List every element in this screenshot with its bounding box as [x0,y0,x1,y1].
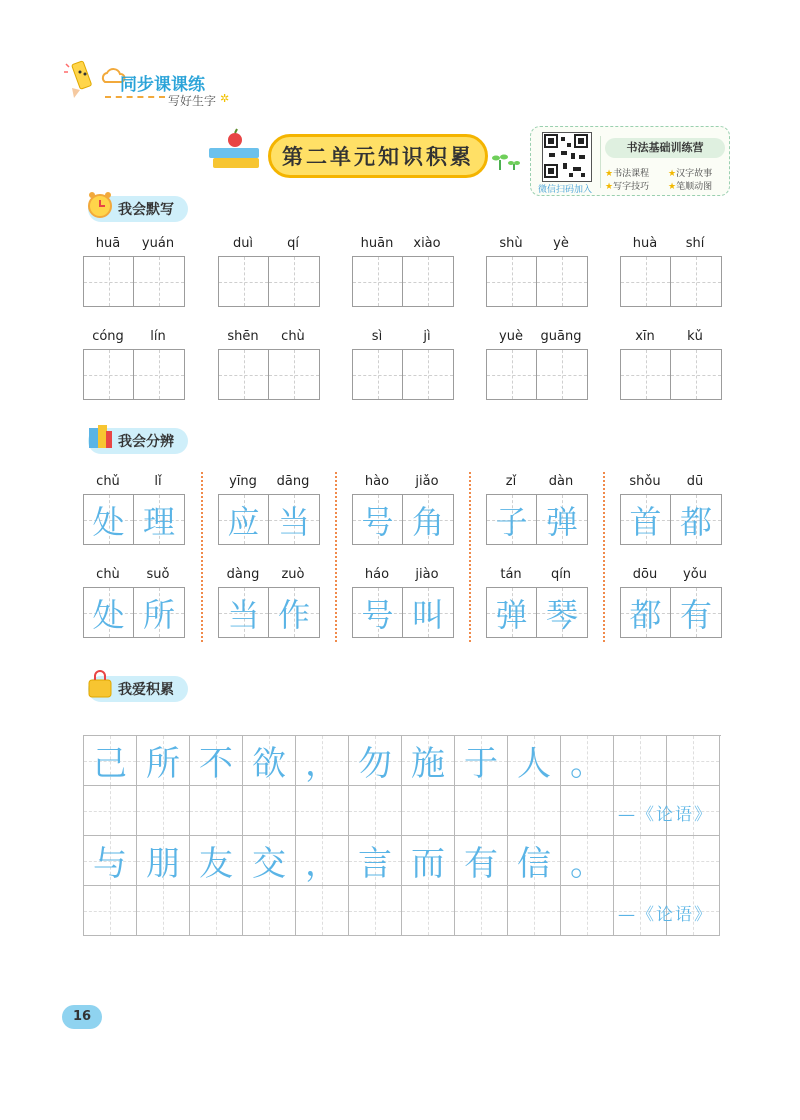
column-divider [603,472,605,642]
grid-cell [455,836,508,886]
qr-caption: 微信扫码加入 [538,185,593,195]
hanzi-character: 号 [361,595,394,634]
grid-cell[interactable] [353,350,403,399]
hanzi-character: 处 [92,502,125,541]
writing-grid[interactable] [352,349,454,400]
pinyin-label: yè [553,236,569,251]
character-grid [620,494,722,545]
quote-character: ， [305,844,339,884]
hanzi-character: 角 [411,502,444,541]
grid-cell [671,495,721,544]
hanzi-character: 弹 [495,595,528,634]
pinyin-label: guāng [540,329,582,344]
pinyin-label: huān [360,236,394,251]
grid-cell[interactable] [455,786,508,836]
grid-cell[interactable] [296,786,349,836]
grid-cell[interactable] [561,786,614,836]
pinyin-label: xiào [413,236,441,251]
pinyin-label: yuán [141,236,175,251]
pinyin-label: huà [632,236,658,251]
grid-cell [667,736,720,786]
hanzi-character: 首 [629,502,662,541]
pinyin-label: dāng [276,474,310,489]
pinyin-label: suǒ [146,567,170,582]
grid-cell [137,836,190,886]
grid-cell [403,495,453,544]
pinyin-label: yuè [499,329,523,344]
pinyin-label: lǐ [154,474,162,489]
quote-character: 朋 [146,844,180,884]
grid-cell[interactable] [243,786,296,836]
character-grid [83,587,185,638]
pinyin-label: jiǎo [415,474,439,489]
pinyin-label: duì [232,236,254,251]
section-title: 我会分辨 [118,434,174,450]
grid-cell [487,495,537,544]
grid-cell[interactable] [487,350,537,399]
grid-cell [134,495,184,544]
qr-item: ★汉字故事 [668,169,713,179]
grid-cell[interactable] [137,886,190,936]
writing-grid[interactable] [620,256,722,307]
pinyin-label: chù [281,329,305,344]
grid-cell[interactable] [190,786,243,836]
quote-row [84,836,721,886]
grid-cell [349,736,402,786]
hanzi-character: 都 [679,502,712,541]
quote-character: 于 [464,744,498,784]
grid-cell [84,736,137,786]
quote-character: 勿 [358,744,392,784]
qr-code-icon[interactable] [542,132,592,182]
grid-cell [190,736,243,786]
grid-cell [561,836,614,886]
qr-item: ★笔顺动图 [668,182,713,192]
pinyin-label: zǐ [505,474,517,489]
grid-cell[interactable] [134,257,184,306]
grid-cell[interactable] [349,786,402,836]
grid-cell[interactable] [671,350,721,399]
grid-cell [84,836,137,886]
hanzi-character: 作 [277,595,310,634]
quote-character: 人 [517,744,551,784]
hanzi-character: 子 [495,502,528,541]
pinyin-label: lín [150,329,166,344]
hanzi-character: 琴 [545,595,578,634]
grid-cell[interactable] [402,886,455,936]
pinyin-label: yǒu [683,567,707,582]
brand-title: 同步课课练 [120,75,205,95]
pencil-mascot-icon [62,56,102,100]
pinyin-label: dū [686,474,704,489]
character-grid [486,587,588,638]
grid-cell[interactable] [455,886,508,936]
column-divider [469,472,471,642]
quote-character: 。 [570,844,604,884]
grid-cell [269,495,319,544]
pinyin-label: qín [550,567,572,582]
section-title: 我会默写 [118,202,174,218]
hanzi-character: 所 [142,595,175,634]
grid-cell [621,495,671,544]
grid-cell [455,736,508,786]
grid-cell[interactable] [508,886,561,936]
grid-cell[interactable] [134,350,184,399]
quote-character: ， [305,744,339,784]
grid-cell [621,588,671,637]
hanzi-character: 当 [277,502,310,541]
hanzi-character: 号 [361,502,394,541]
grid-cell[interactable] [537,257,587,306]
quote-row [84,736,721,786]
grid-cell[interactable] [84,350,134,399]
column-divider [335,472,337,642]
brand-subtitle: 写好生字 [168,94,217,108]
grid-cell [561,736,614,786]
grid-cell [537,588,587,637]
page-title: 第二单元知识积累 [268,134,488,178]
brand-deco-lines [105,96,165,106]
pinyin-label: zuò [281,567,305,582]
writing-grid[interactable] [218,256,320,307]
pinyin-label: háo [364,567,390,582]
grid-cell[interactable] [403,257,453,306]
grid-cell[interactable] [219,350,269,399]
quote-character: 有 [464,844,498,884]
practice-row [84,886,721,936]
writing-grid[interactable] [83,256,185,307]
grid-cell[interactable] [269,257,319,306]
qr-item: ★写字技巧 [605,182,650,192]
character-grid [486,494,588,545]
grid-cell [190,836,243,886]
pinyin-label: shí [685,236,705,251]
hanzi-character: 当 [227,595,260,634]
writing-grid[interactable] [352,256,454,307]
pinyin-label: chǔ [96,474,120,489]
grid-cell[interactable] [84,886,137,936]
grid-cell[interactable] [243,886,296,936]
grid-cell [219,495,269,544]
hanzi-character: 叫 [411,595,444,634]
writing-grid[interactable] [620,349,722,400]
grid-cell[interactable] [353,257,403,306]
grid-cell [134,588,184,637]
grid-cell [614,736,667,786]
grid-cell [349,836,402,886]
character-grid [352,494,454,545]
pinyin-label: hào [364,474,390,489]
quote-character: 施 [411,744,445,784]
quote-source: —《论语》 [618,805,713,825]
grid-cell [667,836,720,886]
grid-cell [353,588,403,637]
hanzi-character: 应 [227,502,260,541]
quote-character: 交 [252,844,286,884]
pinyin-label: qí [287,236,299,251]
quote-character: 信 [517,844,551,884]
grid-cell[interactable] [537,350,587,399]
writing-grid[interactable] [486,256,588,307]
grid-cell [84,588,134,637]
grid-cell[interactable] [349,886,402,936]
alarm-clock-icon [86,190,114,220]
pinyin-label: dōu [632,567,658,582]
grid-cell [508,836,561,886]
grid-cell[interactable] [621,257,671,306]
pinyin-label: huā [95,236,121,251]
grid-cell [508,736,561,786]
bag-icon [86,670,114,700]
character-grid [83,494,185,545]
character-grid [218,587,320,638]
section-label-distinguish [88,428,188,454]
grid-cell [137,736,190,786]
books-icon [86,422,114,452]
grid-cell [614,836,667,886]
practice-row [84,786,721,836]
grid-cell [243,836,296,886]
grid-cell [269,588,319,637]
grid-cell [671,588,721,637]
page-number: 16 [62,1005,102,1029]
quote-character: 而 [411,844,445,884]
character-grid [620,587,722,638]
accumulate-grid [83,735,721,936]
hanzi-character: 有 [679,595,712,634]
grid-cell [243,736,296,786]
section-label-dictation [88,196,188,222]
grid-cell[interactable] [296,886,349,936]
pinyin-label: jiào [415,567,439,582]
pinyin-label: tán [500,567,522,582]
pinyin-label: sì [371,329,383,344]
grid-cell [84,495,134,544]
pinyin-label: xīn [635,329,655,344]
grid-cell[interactable] [84,257,134,306]
pinyin-label: cóng [92,329,124,344]
pinyin-label: jì [423,329,431,344]
pinyin-label: shǒu [629,474,661,489]
quote-character: 所 [146,744,180,784]
grid-cell[interactable] [137,786,190,836]
quote-source: —《论语》 [618,905,713,925]
grid-cell[interactable] [671,257,721,306]
pinyin-label: shēn [227,329,259,344]
section-label-accumulate [88,676,188,702]
grid-cell[interactable] [402,786,455,836]
character-grid [218,494,320,545]
writing-grid[interactable] [83,349,185,400]
grid-cell[interactable] [403,350,453,399]
grid-cell[interactable] [561,886,614,936]
grid-cell[interactable] [508,786,561,836]
grid-cell [296,736,349,786]
grid-cell[interactable] [190,886,243,936]
pinyin-label: shù [499,236,523,251]
grid-cell [296,836,349,886]
quote-character: 不 [199,744,233,784]
grid-cell [402,836,455,886]
grid-cell[interactable] [219,257,269,306]
grid-cell [487,588,537,637]
grid-cell [353,495,403,544]
quote-character: 友 [199,844,233,884]
qr-item: ★书法课程 [605,169,650,179]
sprout-icon [492,146,522,172]
pinyin-label: chù [96,567,120,582]
pinyin-label: dàn [548,474,574,489]
pinyin-label: dàng [226,567,260,582]
qr-divider [600,136,601,188]
writing-grid[interactable] [218,349,320,400]
hanzi-character: 都 [629,595,662,634]
grid-cell[interactable] [621,350,671,399]
grid-cell[interactable] [487,257,537,306]
grid-cell[interactable] [269,350,319,399]
column-divider [201,472,203,642]
writing-grid[interactable] [486,349,588,400]
character-grid [352,587,454,638]
grid-cell [402,736,455,786]
quote-character: 欲 [252,744,286,784]
grid-cell[interactable] [84,786,137,836]
hanzi-character: 弹 [545,502,578,541]
books-apple-icon [205,128,263,172]
quote-character: 言 [358,844,392,884]
hanzi-character: 理 [142,502,175,541]
qr-title: 书法基础训练营 [605,138,725,158]
quote-character: 与 [93,844,127,884]
grid-cell [403,588,453,637]
grid-cell [219,588,269,637]
pinyin-label: kǔ [687,329,703,344]
pinyin-label: yīng [229,474,257,489]
quote-character: 。 [570,744,604,784]
section-title: 我爱积累 [118,682,174,698]
hanzi-character: 处 [92,595,125,634]
grid-cell [537,495,587,544]
quote-character: 己 [93,744,127,784]
sun-icon: ✲ [220,92,230,105]
